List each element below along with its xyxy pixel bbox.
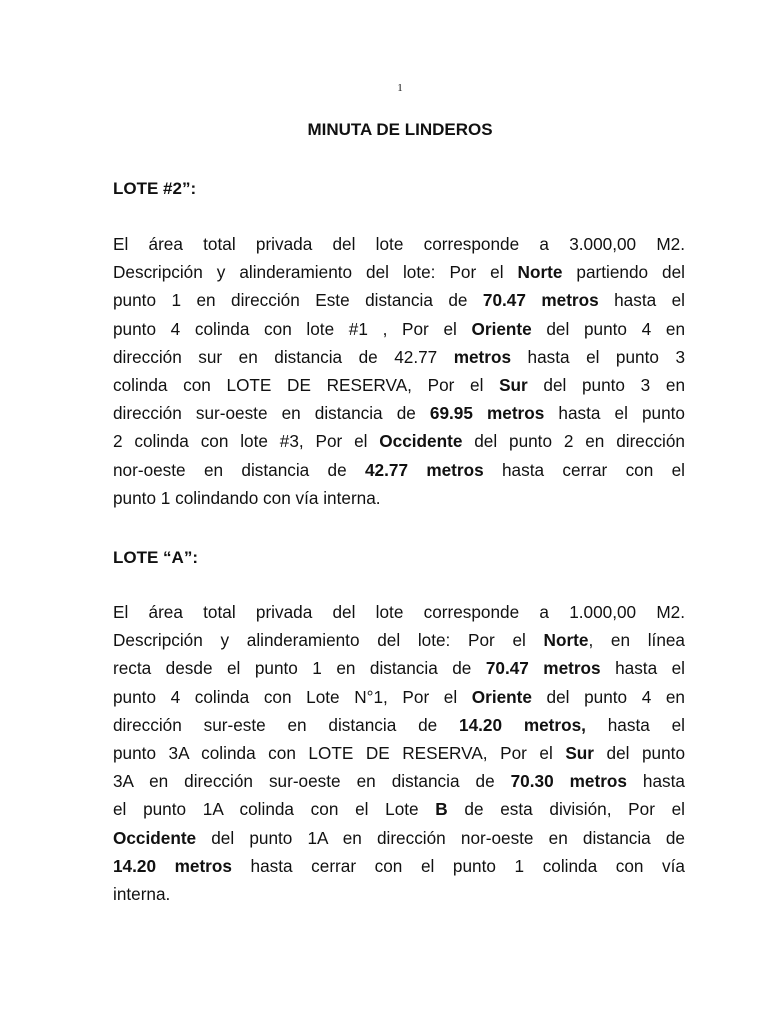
lot-description-a [113,598,685,908]
text-run: del punto 3 en [527,375,686,396]
text-run: dirección sur-este en distancia de [113,714,460,735]
text-run: hasta el [585,714,685,735]
bold-text-run: 14.20 metros [113,855,232,876]
paragraph-line [113,598,685,626]
text-run: El área total privada del lote corresponde a 1.000,00 M2. [113,602,685,622]
text-run: punto 1 colindando con vía interna. [113,487,381,508]
paragraph-line [113,456,685,484]
text-run: hasta cerrar con el punto 1 colinda con vía [231,855,685,876]
paragraph-line [113,654,685,682]
text-run: punto 3A colinda con LOTE DE RESERVA, Por el [113,743,566,764]
text-run: Descripción y alinderamiento del lote: Por el [113,262,518,283]
text-run: hasta el punto [544,403,685,424]
bold-text-run: B [435,799,448,820]
text-run: del punto 4 en [531,318,686,339]
text-run: el punto 1A colinda con el Lote [113,799,436,820]
paragraph-line [113,286,685,314]
document-title: MINUTA DE LINDEROS [307,120,493,139]
text-run: punto 4 colinda con lote #1 , Por el [113,318,472,339]
text-run: hasta [626,771,685,792]
paragraph-line [113,484,685,512]
text-run: interna. [113,884,171,905]
bold-text-run: Sur [499,375,528,396]
bold-text-run: metros [453,346,512,367]
paragraph-line [113,852,685,880]
lot-heading-a: LOTE “A”: [113,548,198,567]
lot-heading-2: LOTE #2”: [113,179,197,198]
paragraph-line [113,880,685,908]
bold-text-run: 70.47 metros [485,658,601,679]
paragraph-line [113,739,685,767]
paragraph-line [113,795,685,823]
bold-text-run: Occidente [113,827,197,848]
text-run: colinda con LOTE DE RESERVA, Por el [113,375,500,396]
text-run: del punto 4 en [531,686,685,707]
text-run: , en línea [588,630,685,651]
text-run: partiendo del [562,262,685,283]
text-run: punto 1 en dirección Este distancia de [113,290,483,311]
text-run: El área total privada del lote corresponde a 3.000,00 M2. [113,234,685,254]
text-run: 2 colinda con lote #3, Por el [113,431,380,452]
bold-text-run: Norte [517,262,563,283]
bold-text-run: Oriente [471,318,532,339]
paragraph-line [113,343,685,371]
text-run: punto 4 colinda con Lote N°1, Por el [113,686,472,707]
text-run: recta desde el punto 1 en distancia de [113,658,486,679]
paragraph-line [113,626,685,654]
bold-text-run: Sur [565,743,594,764]
text-run: hasta el [598,290,685,311]
text-run: del punto 2 en dirección [462,431,685,452]
text-run: hasta el [600,658,685,679]
bold-text-run: Oriente [471,686,532,707]
lot-description-2 [113,230,685,512]
text-run: del punto [593,743,686,764]
paragraph-line [113,230,685,258]
paragraph-line [113,427,685,455]
text-run: nor-oeste en distancia de [113,459,365,480]
page-number: 1 [397,82,403,94]
text-run: 3A en dirección sur-oeste en distancia de [113,771,511,792]
paragraph-line [113,399,685,427]
bold-text-run: 69.95 metros [429,403,545,424]
text-run: hasta el punto 3 [511,346,685,367]
bold-text-run: Norte [543,630,589,651]
text-run: del punto 1A en dirección nor-oeste en distancia de [196,827,685,848]
bold-text-run: 70.47 metros [482,290,599,311]
paragraph-line [113,767,685,795]
bold-text-run: 14.20 metros, [459,714,586,735]
bold-text-run: Occidente [379,431,463,452]
text-run: Descripción y alinderamiento del lote: Por el [113,630,544,651]
paragraph-line [113,258,685,286]
bold-text-run: 70.30 metros [510,771,627,792]
paragraph-line [113,683,685,711]
text-run: dirección sur-oeste en distancia de [113,403,430,424]
bold-text-run: 42.77 metros [365,459,484,480]
text-run: hasta cerrar con el [483,459,685,480]
text-run: dirección sur en distancia de 42.77 [113,346,454,367]
text-run: de esta división, Por el [447,799,685,820]
paragraph-line [113,711,685,739]
paragraph-line [113,824,685,852]
paragraph-line [113,371,685,399]
paragraph-line [113,315,685,343]
